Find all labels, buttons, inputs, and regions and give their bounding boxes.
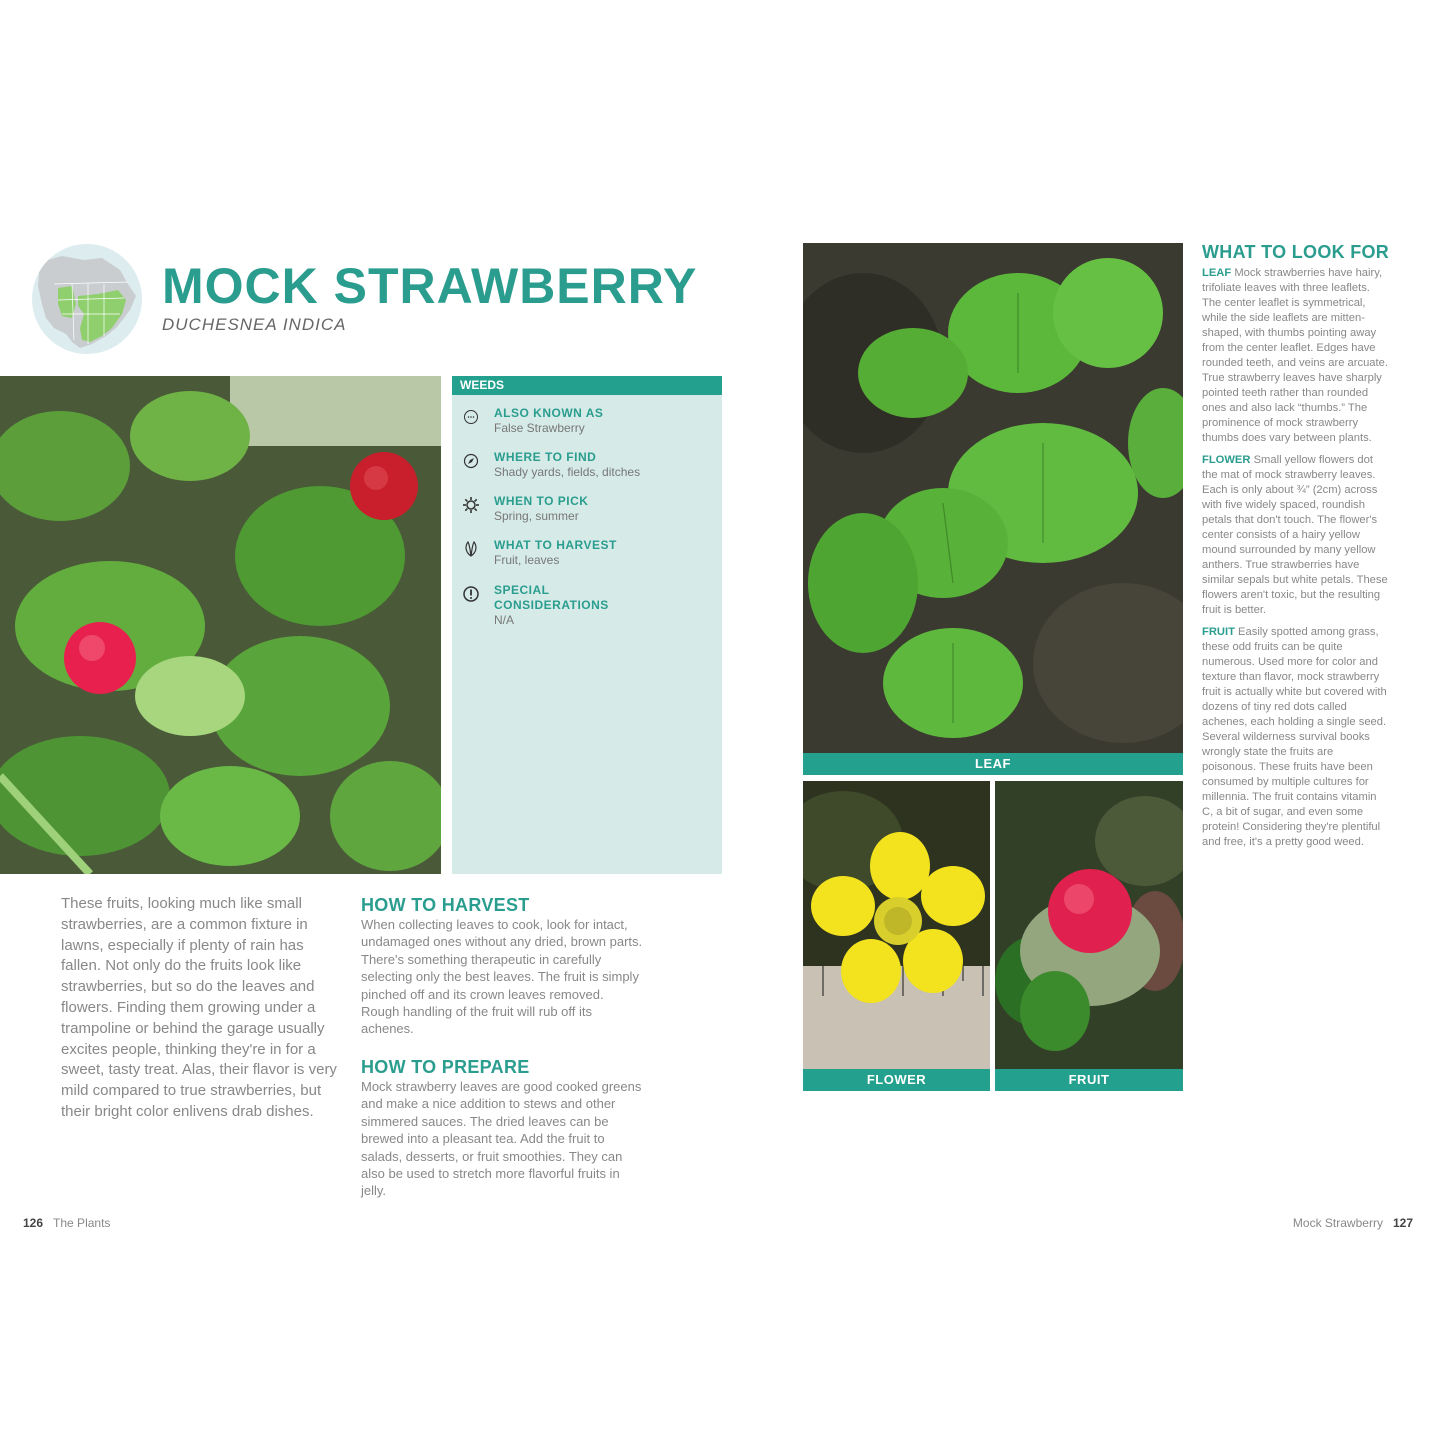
sun-icon	[462, 496, 480, 514]
leaf-description	[1202, 266, 1388, 446]
harvest-text: When collecting leaves to cook, look for intact, undamaged ones without any dried, brown parts. There's something therapeutic in carefully selecting only the best leaves. The fruit is simply pinched off and its crown leaves removed. Rough handling of the fruit will rub off its achenes.	[361, 917, 643, 1037]
flower-photo	[803, 781, 990, 1069]
right-section: Mock Strawberry	[1292, 1216, 1383, 1230]
left-section: The Plants	[53, 1216, 111, 1230]
fruit-photo	[995, 781, 1183, 1069]
fruit-text: Easily spotted among grass, these odd fruits can be quite numerous. Used more for color and texture than flavor, mock strawberry fruit is actually white but covered with dozens of tiny red dots called achenes, each holding a single seed. Several wilderness survival books wrongly state the fruits are poisonous. These fruits have been consumed by multiple cultures for millennia. The fruit contains vitamin C, a bit of sugar, and even some protein! Considering they're plentiful and free, it's a pretty good weed.	[1202, 626, 1387, 848]
harvest-heading: HOW TO HARVEST	[361, 895, 530, 915]
flower-label: FLOWER	[1202, 454, 1251, 466]
page-title: MOCK STRAWBERRY	[162, 258, 698, 314]
info-value: False Strawberry	[494, 421, 585, 435]
warning-icon	[462, 585, 480, 603]
info-panel	[452, 376, 722, 874]
info-label: SPECIAL CONSIDERATIONS	[494, 583, 609, 612]
intro-paragraph: These fruits, looking much like small strawberries, are a common fixture in lawns, especially if plenty of rain has fallen. Not only do the fruits look like strawberries, but so do the leaves and flowers. Finding them growing under a trampoline or behind the garage usually excites people, thinking they're in for a sweet, tasty treat. Alas, their flavor is very mild compared to true strawberries, but their bright color enlivens drab dishes.	[61, 895, 337, 1120]
info-label: WHERE TO FIND	[494, 450, 597, 464]
fruit-label: FRUIT	[1202, 626, 1235, 638]
leaf-caption: LEAF	[803, 753, 1183, 775]
info-label: WHAT TO HARVEST	[494, 538, 617, 552]
left-folio	[23, 1216, 110, 1230]
prepare-heading: HOW TO PREPARE	[361, 1057, 530, 1077]
fruit-description	[1202, 625, 1388, 850]
look-for-heading: WHAT TO LOOK FOR	[1202, 242, 1390, 262]
main-photo	[0, 376, 441, 874]
category-label: WEEDS	[452, 376, 722, 395]
look-for-body	[1202, 266, 1388, 857]
leaf-label: LEAF	[1202, 267, 1232, 279]
fruit-caption: FRUIT	[995, 1069, 1183, 1091]
info-value: Fruit, leaves	[494, 553, 560, 567]
right-folio	[1293, 1216, 1413, 1230]
flower-text: Small yellow flowers dot the mat of mock strawberry leaves. Each is only about ¾” (2cm) across with five widely spaced, roundish petals that don't touch. The flower's center consists of a hairy yellow mound surrounded by many yellow anthers. True strawberries have similar sepals but white petals. These flowers aren't toxic, but the resulting fruit is better.	[1202, 454, 1388, 616]
info-value: N/A	[494, 613, 515, 627]
prepare-text: Mock strawberry leaves are good cooked greens and make a nice addition to stews and other simmered sauces. The dried leaves can be brewed into a pleasant tea. Add the fruit to salads, desserts, or fruit smoothies. They can also be used to stretch more flavorful fruits in jelly.	[361, 1079, 642, 1199]
flower-caption: FLOWER	[803, 1069, 990, 1091]
leaf-text: Mock strawberries have hairy, trifoliate leaves with three leaflets. The center leaflet is symmetrical, while the side leaflets are mitten-shaped, with thumbs pointing away from the center leaflet. Edges have rounded teeth, and veins are arcuate. True strawberry leaves have sharply pointed teeth rather than rounded ones and also lack “thumbs.” The prominence of mock strawberry thumbs does vary between plants.	[1202, 267, 1388, 444]
leaf-photo	[803, 243, 1183, 753]
range-map	[32, 244, 142, 354]
info-label: WHEN TO PICK	[494, 494, 589, 508]
right-page-number: 127	[1392, 1216, 1413, 1230]
scientific-name: DUCHESNEA INDICA	[162, 315, 347, 334]
speech-bubble-icon	[462, 408, 480, 426]
flower-description	[1202, 453, 1388, 618]
compass-icon	[462, 452, 480, 470]
leaf-icon	[462, 540, 480, 558]
info-value: Spring, summer	[494, 509, 579, 523]
info-label: ALSO KNOWN AS	[494, 406, 604, 420]
left-page-number: 126	[23, 1216, 44, 1230]
info-value: Shady yards, fields, ditches	[494, 465, 641, 479]
